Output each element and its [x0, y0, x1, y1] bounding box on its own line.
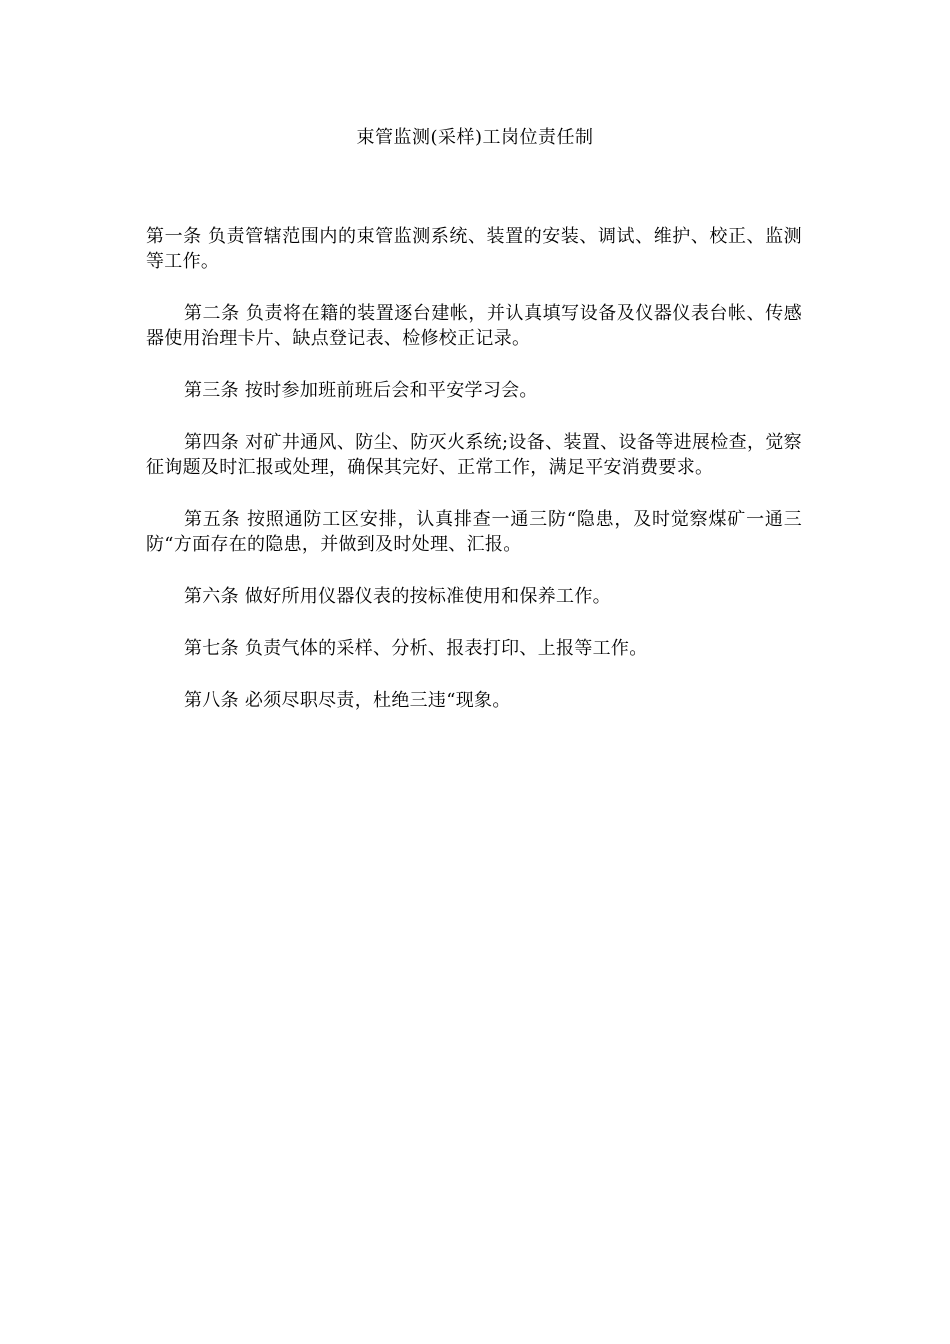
article-1: 第一条 负责管辖范围内的束管监测系统、装置的安装、调试、维护、校正、监测等工作。: [146, 226, 802, 272]
document-title: 束管监测(采样)工岗位责任制: [356, 127, 594, 148]
article-list: [146, 224, 802, 740]
article-2: 第二条 负责将在籍的装置逐台建帐，并认真填写设备及仪器仪表台帐、传感器使用治理卡片、缺点登记表、检修校正记录。: [146, 303, 802, 349]
article-7: 第七条 负责气体的采样、分析、报表打印、上报等工作。: [184, 638, 648, 659]
article-5: 第五条 按照通防工区安排，认真排查一通三防“隐患，及时觉察煤矿一通三防“方面存在的隐患，并做到及时处理、汇报。: [146, 509, 802, 555]
article-6: 第六条 做好所用仪器仪表的按标准使用和保养工作。: [184, 586, 611, 607]
article-3: 第三条 按时参加班前班后会和平安学习会。: [184, 380, 538, 401]
article-8: 第八条 必须尽职尽责，杜绝三违“现象。: [184, 690, 511, 711]
article-4: 第四条 对矿井通风、防尘、防灭火系统;设备、装置、设备等进展检查，觉察征询题及时汇报或处理，确保其完好、正常工作，满足平安消费要求。: [146, 432, 802, 478]
